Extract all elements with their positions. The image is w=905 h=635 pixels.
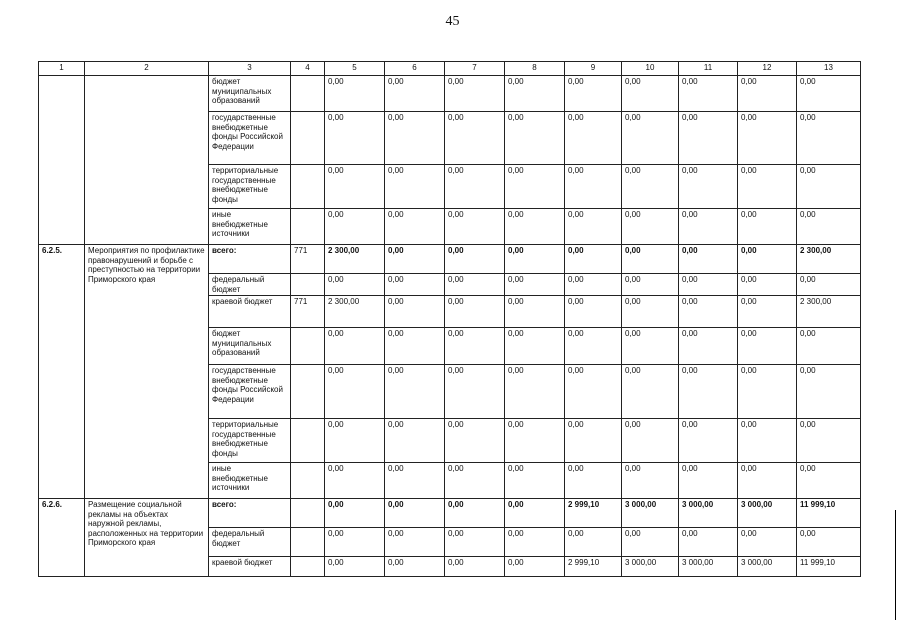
amount-cell: 0,00 <box>445 365 505 419</box>
amount-cell: 0,00 <box>797 112 861 165</box>
funding-source-cell: всего: <box>209 245 291 274</box>
amount-cell: 0,00 <box>505 419 565 463</box>
amount-cell: 0,00 <box>622 365 679 419</box>
amount-cell: 0,00 <box>565 209 622 245</box>
amount-cell: 0,00 <box>622 463 679 499</box>
amount-cell: 0,00 <box>679 296 738 328</box>
amount-cell: 0,00 <box>738 365 797 419</box>
column-header: 10 <box>622 62 679 76</box>
column-header: 8 <box>505 62 565 76</box>
amount-cell: 3 000,00 <box>679 557 738 577</box>
amount-cell: 0,00 <box>325 328 385 365</box>
amount-cell: 0,00 <box>565 419 622 463</box>
budget-table <box>38 61 861 577</box>
funding-source-cell: государственные внебюджетные фонды Российской Федерации <box>209 365 291 419</box>
code-cell <box>291 557 325 577</box>
amount-cell: 0,00 <box>385 274 445 296</box>
amount-cell: 0,00 <box>565 274 622 296</box>
code-cell <box>291 419 325 463</box>
funding-source-cell: иные внебюджетные источники <box>209 463 291 499</box>
amount-cell: 2 999,10 <box>565 499 622 528</box>
funding-source-cell: краевой бюджет <box>209 557 291 577</box>
code-cell <box>291 112 325 165</box>
amount-cell: 0,00 <box>565 76 622 112</box>
amount-cell: 0,00 <box>679 209 738 245</box>
amount-cell: 0,00 <box>622 76 679 112</box>
amount-cell: 0,00 <box>445 419 505 463</box>
column-header: 7 <box>445 62 505 76</box>
amount-cell: 0,00 <box>679 528 738 557</box>
column-header: 13 <box>797 62 861 76</box>
amount-cell: 0,00 <box>505 245 565 274</box>
code-cell <box>291 274 325 296</box>
amount-cell: 3 000,00 <box>622 557 679 577</box>
amount-cell: 0,00 <box>385 328 445 365</box>
page-number: 45 <box>445 14 460 29</box>
column-header: 3 <box>209 62 291 76</box>
amount-cell: 3 000,00 <box>679 499 738 528</box>
amount-cell: 0,00 <box>445 245 505 274</box>
funding-source-cell: территориальные государственные внебюджетные фонды <box>209 419 291 463</box>
amount-cell: 0,00 <box>325 557 385 577</box>
amount-cell: 0,00 <box>445 209 505 245</box>
column-header: 5 <box>325 62 385 76</box>
table-row <box>39 499 861 528</box>
amount-cell: 0,00 <box>445 296 505 328</box>
code-cell <box>291 165 325 209</box>
amount-cell: 0,00 <box>565 112 622 165</box>
amount-cell: 0,00 <box>445 76 505 112</box>
column-header: 11 <box>679 62 738 76</box>
code-cell <box>291 365 325 419</box>
amount-cell: 0,00 <box>797 528 861 557</box>
amount-cell: 2 300,00 <box>797 245 861 274</box>
amount-cell: 0,00 <box>797 419 861 463</box>
amount-cell: 0,00 <box>325 76 385 112</box>
activity-name-cell <box>85 76 209 245</box>
amount-cell: 0,00 <box>385 209 445 245</box>
column-header: 9 <box>565 62 622 76</box>
amount-cell: 11 999,10 <box>797 557 861 577</box>
funding-source-cell: краевой бюджет <box>209 296 291 328</box>
section-number-cell <box>39 76 85 245</box>
amount-cell: 3 000,00 <box>622 499 679 528</box>
table-row <box>39 245 861 274</box>
amount-cell: 0,00 <box>622 328 679 365</box>
amount-cell: 0,00 <box>505 112 565 165</box>
amount-cell: 0,00 <box>385 499 445 528</box>
code-cell: 771 <box>291 245 325 274</box>
amount-cell: 11 999,10 <box>797 499 861 528</box>
amount-cell: 2 300,00 <box>325 296 385 328</box>
amount-cell: 0,00 <box>622 112 679 165</box>
amount-cell: 0,00 <box>738 112 797 165</box>
code-cell <box>291 528 325 557</box>
activity-name-cell: Размещение социальной рекламы на объектах наружной рекламы, расположенных на территории Приморского края <box>85 499 209 577</box>
amount-cell: 0,00 <box>738 296 797 328</box>
header-row <box>39 62 861 76</box>
funding-source-cell: бюджет муниципальных образований <box>209 76 291 112</box>
code-cell <box>291 499 325 528</box>
amount-cell: 0,00 <box>505 328 565 365</box>
amount-cell: 0,00 <box>622 296 679 328</box>
amount-cell: 0,00 <box>738 245 797 274</box>
amount-cell: 0,00 <box>797 209 861 245</box>
amount-cell: 0,00 <box>797 76 861 112</box>
amount-cell: 0,00 <box>325 419 385 463</box>
amount-cell: 0,00 <box>505 499 565 528</box>
code-cell <box>291 463 325 499</box>
amount-cell: 0,00 <box>505 274 565 296</box>
amount-cell: 0,00 <box>385 245 445 274</box>
section-number-cell: 6.2.6. <box>39 499 85 577</box>
amount-cell: 0,00 <box>679 365 738 419</box>
amount-cell: 0,00 <box>325 528 385 557</box>
amount-cell: 0,00 <box>445 528 505 557</box>
amount-cell: 0,00 <box>738 209 797 245</box>
amount-cell: 2 300,00 <box>797 296 861 328</box>
amount-cell: 0,00 <box>679 165 738 209</box>
amount-cell: 0,00 <box>445 112 505 165</box>
amount-cell: 0,00 <box>738 76 797 112</box>
amount-cell: 0,00 <box>565 463 622 499</box>
table-row <box>39 76 861 112</box>
amount-cell: 0,00 <box>738 419 797 463</box>
amount-cell: 0,00 <box>738 528 797 557</box>
amount-cell: 0,00 <box>679 76 738 112</box>
amount-cell: 0,00 <box>797 165 861 209</box>
amount-cell: 0,00 <box>622 528 679 557</box>
amount-cell: 0,00 <box>325 165 385 209</box>
code-cell <box>291 76 325 112</box>
funding-source-cell: федеральный бюджет <box>209 274 291 296</box>
funding-source-cell: всего: <box>209 499 291 528</box>
column-header: 2 <box>85 62 209 76</box>
amount-cell: 0,00 <box>679 274 738 296</box>
funding-source-cell: иные внебюджетные источники <box>209 209 291 245</box>
amount-cell: 0,00 <box>679 245 738 274</box>
amount-cell: 0,00 <box>797 365 861 419</box>
amount-cell: 0,00 <box>445 499 505 528</box>
amount-cell: 0,00 <box>325 463 385 499</box>
amount-cell: 0,00 <box>565 165 622 209</box>
amount-cell: 0,00 <box>565 528 622 557</box>
margin-rule <box>895 510 896 620</box>
funding-source-cell: федеральный бюджет <box>209 528 291 557</box>
amount-cell: 0,00 <box>738 463 797 499</box>
amount-cell: 0,00 <box>445 557 505 577</box>
section-number-cell: 6.2.5. <box>39 245 85 499</box>
column-header: 6 <box>385 62 445 76</box>
amount-cell: 0,00 <box>505 165 565 209</box>
amount-cell: 2 999,10 <box>565 557 622 577</box>
amount-cell: 0,00 <box>505 296 565 328</box>
amount-cell: 0,00 <box>797 463 861 499</box>
code-cell <box>291 209 325 245</box>
amount-cell: 0,00 <box>505 463 565 499</box>
amount-cell: 0,00 <box>679 419 738 463</box>
amount-cell: 0,00 <box>565 365 622 419</box>
column-header: 1 <box>39 62 85 76</box>
funding-source-cell: государственные внебюджетные фонды Российской Федерации <box>209 112 291 165</box>
amount-cell: 0,00 <box>325 112 385 165</box>
amount-cell: 0,00 <box>505 528 565 557</box>
amount-cell: 0,00 <box>325 499 385 528</box>
funding-source-cell: территориальные государственные внебюджетные фонды <box>209 165 291 209</box>
amount-cell: 0,00 <box>679 112 738 165</box>
amount-cell: 3 000,00 <box>738 557 797 577</box>
amount-cell: 0,00 <box>622 419 679 463</box>
amount-cell: 0,00 <box>622 274 679 296</box>
amount-cell: 0,00 <box>622 209 679 245</box>
amount-cell: 0,00 <box>797 274 861 296</box>
amount-cell: 0,00 <box>505 365 565 419</box>
amount-cell: 3 000,00 <box>738 499 797 528</box>
amount-cell: 0,00 <box>505 557 565 577</box>
code-cell: 771 <box>291 296 325 328</box>
amount-cell: 0,00 <box>738 328 797 365</box>
amount-cell: 0,00 <box>385 112 445 165</box>
amount-cell: 0,00 <box>445 165 505 209</box>
amount-cell: 0,00 <box>385 76 445 112</box>
amount-cell: 0,00 <box>622 245 679 274</box>
funding-source-cell: бюджет муниципальных образований <box>209 328 291 365</box>
amount-cell: 0,00 <box>679 328 738 365</box>
amount-cell: 0,00 <box>385 419 445 463</box>
amount-cell: 0,00 <box>385 165 445 209</box>
amount-cell: 0,00 <box>445 274 505 296</box>
amount-cell: 0,00 <box>505 76 565 112</box>
amount-cell: 0,00 <box>565 328 622 365</box>
amount-cell: 0,00 <box>738 165 797 209</box>
amount-cell: 0,00 <box>505 209 565 245</box>
amount-cell: 0,00 <box>325 365 385 419</box>
activity-name-cell: Мероприятия по профилактике правонарушений и борьбе с преступностью на территории Приморского края <box>85 245 209 499</box>
amount-cell: 0,00 <box>679 463 738 499</box>
amount-cell: 0,00 <box>445 328 505 365</box>
amount-cell: 0,00 <box>385 463 445 499</box>
amount-cell: 0,00 <box>385 365 445 419</box>
amount-cell: 2 300,00 <box>325 245 385 274</box>
amount-cell: 0,00 <box>565 296 622 328</box>
amount-cell: 0,00 <box>385 557 445 577</box>
amount-cell: 0,00 <box>385 528 445 557</box>
amount-cell: 0,00 <box>622 165 679 209</box>
amount-cell: 0,00 <box>738 274 797 296</box>
amount-cell: 0,00 <box>565 245 622 274</box>
amount-cell: 0,00 <box>385 296 445 328</box>
amount-cell: 0,00 <box>797 328 861 365</box>
column-header: 4 <box>291 62 325 76</box>
column-header: 12 <box>738 62 797 76</box>
amount-cell: 0,00 <box>325 274 385 296</box>
amount-cell: 0,00 <box>325 209 385 245</box>
code-cell <box>291 328 325 365</box>
amount-cell: 0,00 <box>445 463 505 499</box>
